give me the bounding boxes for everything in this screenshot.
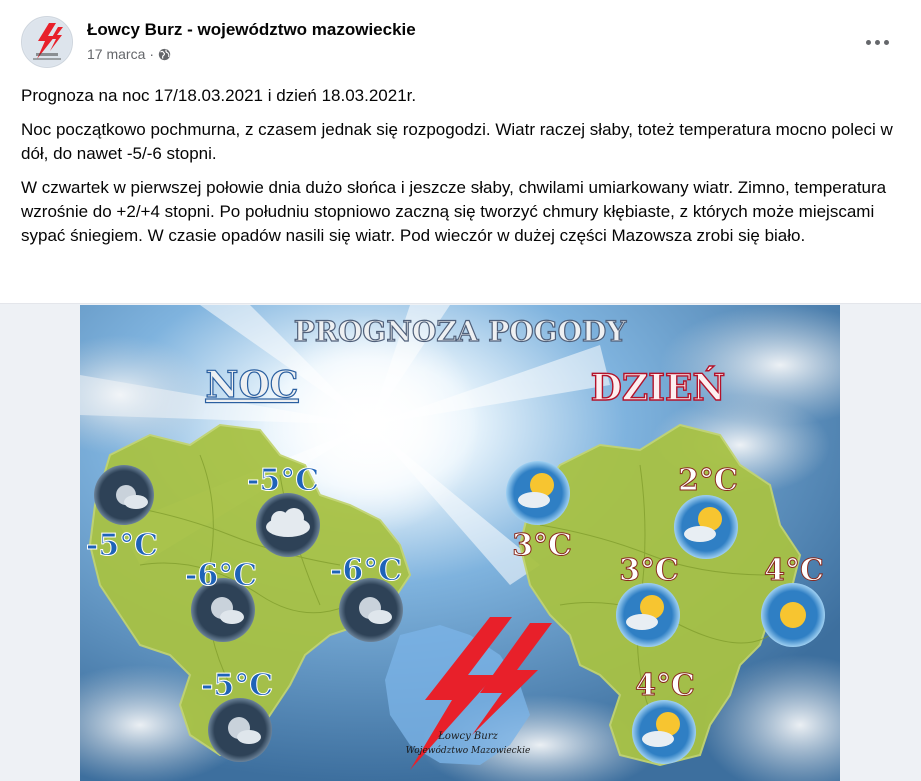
forecast-map [80, 305, 840, 781]
night-temp: -5°C [85, 528, 159, 563]
post-paragraph: Noc początkowo pochmurna, z czasem jednak się rozpogodzi. Wiatr raczej słaby, toteż temperatura mocno poleci w dół, do nawet -5/-6 stopni. [21, 120, 893, 163]
post-paragraph: Prognoza na noc 17/18.03.2021 i dzień 18.03.2021r. [21, 86, 417, 105]
day-temp: 3°C [512, 528, 572, 563]
image-title: PROGNOZA POGODY [293, 315, 627, 348]
more-horizontal-icon [875, 40, 880, 45]
more-options-button[interactable] [859, 28, 895, 56]
post-meta [87, 46, 171, 62]
night-cloud-icon [94, 465, 154, 525]
post-date[interactable]: 17 marca [87, 46, 146, 62]
day-sun-icon [761, 583, 825, 647]
lightning-logo-icon [22, 17, 72, 67]
post-body [21, 84, 906, 258]
author-name[interactable]: Łowcy Burz - województwo mazowieckie [87, 20, 416, 39]
day-temp: 4°C [764, 553, 824, 588]
night-label: NOC [205, 364, 299, 406]
logo-line1: Łowcy Burz [438, 731, 498, 742]
night-temp: -5°C [200, 668, 274, 703]
logo-line2: Województwo Mazowieckie [405, 746, 531, 756]
more-horizontal-icon [866, 40, 871, 45]
forecast-image[interactable] [80, 305, 840, 781]
night-temp: -6°C [184, 558, 258, 593]
post-paragraph: W czwartek w pierwszej połowie dnia dużo słońca i jeszcze słaby, chwilami umiarkowany wiatr. Zimno, temperatura wzrośnie do +2/+4 stopni. Po południu stopniowo zaczną się tworzyć chmury kłębiaste, z których może miejscami sypać śniegiem. W czasie opadów nasili się wiatr. Pod wieczór w dużej części Mazowsza zrobi się biało. [21, 178, 887, 245]
night-cloud-icon [256, 493, 320, 557]
day-sun-cloud-icon [632, 700, 696, 764]
day-temp: 3°C [619, 553, 679, 588]
day-sun-cloud-icon [674, 495, 738, 559]
night-temp: -5°C [246, 463, 320, 498]
night-cloud-icon [208, 698, 272, 762]
globe-icon [158, 48, 171, 61]
post-header [21, 16, 901, 72]
night-temp: -6°C [329, 553, 403, 588]
day-temp: 4°C [635, 668, 695, 703]
day-label: DZIEŃ [590, 367, 726, 409]
meta-separator: · [149, 46, 155, 62]
more-horizontal-icon [884, 40, 889, 45]
page-avatar[interactable] [21, 16, 73, 68]
day-sun-cloud-icon [616, 583, 680, 647]
day-temp: 2°C [678, 463, 738, 498]
day-sun-cloud-icon [506, 461, 570, 525]
